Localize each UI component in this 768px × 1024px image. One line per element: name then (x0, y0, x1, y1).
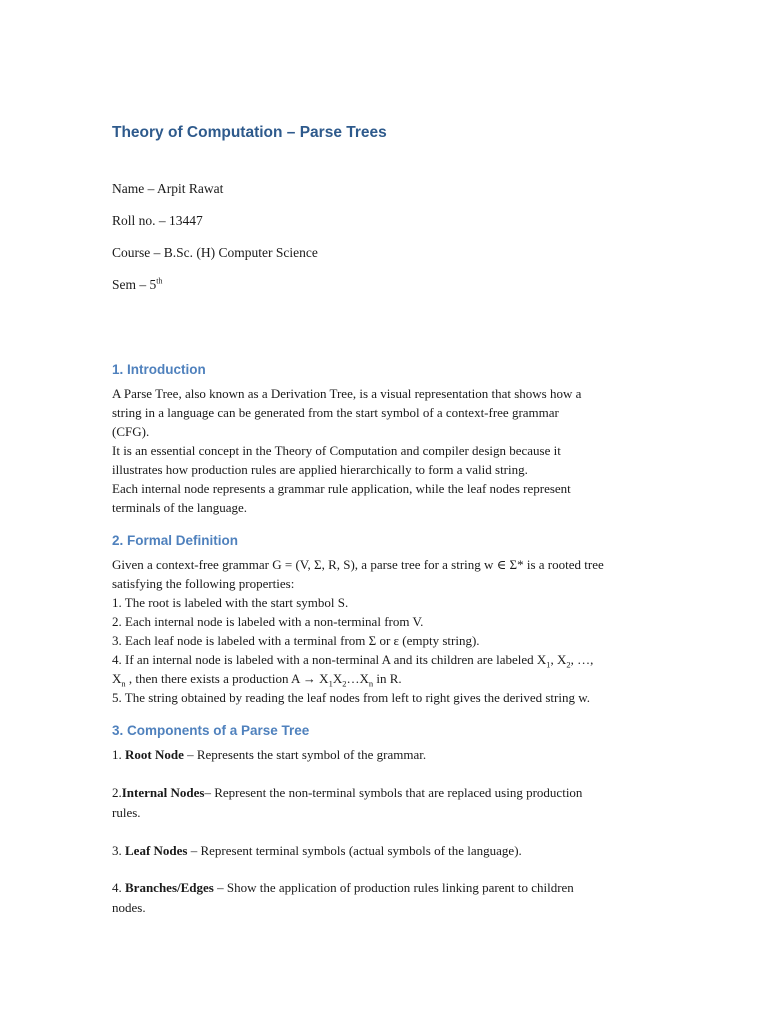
property-item: 2. Each internal node is labeled with a non-terminal from V. (112, 614, 424, 629)
component-description: – Represent the non-terminal symbols that are replaced using production (204, 785, 583, 800)
property-text: …X (346, 671, 369, 686)
document-title: Theory of Computation – Parse Trees (112, 124, 387, 141)
introduction-line: It is an essential concept in the Theory of Computation and compiler design because it (112, 443, 561, 458)
component-line (112, 841, 660, 861)
component-line (112, 878, 660, 898)
component-term: Branches/Edges (125, 880, 214, 895)
section-heading-introduction: 1. Introduction (112, 362, 206, 377)
component-description-continued: nodes. (112, 899, 146, 915)
component-number: 1. (112, 747, 125, 762)
subscript: 1 (546, 659, 551, 670)
component-number: 4. (112, 880, 125, 895)
property-item: 1. The root is labeled with the start symbol S. (112, 595, 349, 610)
component-line (112, 745, 660, 765)
course-name: Course – B.Sc. (H) Computer Science (112, 245, 318, 260)
introduction-body (112, 384, 660, 517)
property-text: X (112, 671, 122, 686)
introduction-line: Each internal node represents a grammar rule application, while the leaf nodes represent (112, 481, 571, 496)
property-text: , …, (570, 652, 594, 667)
component-description: – Show the application of production rules linking parent to children (213, 880, 574, 895)
component-term: Root Node (125, 747, 184, 762)
component-description-continued: rules. (112, 804, 141, 820)
property-item: 5. The string obtained by reading the leaf nodes from left to right gives the derived string w. (112, 690, 590, 705)
component-item-branches-edges (112, 878, 660, 917)
component-number: 3. (112, 843, 125, 858)
component-term: Leaf Nodes (125, 843, 188, 858)
formal-definition-body (112, 555, 660, 707)
property-text: 4. If an internal node is labeled with a non-terminal A and its children are labeled X (112, 652, 547, 667)
semester-text: Sem – 5 (112, 277, 157, 292)
introduction-line: A Parse Tree, also known as a Derivation Tree, is a visual representation that shows how a (112, 386, 582, 401)
semester (112, 277, 163, 293)
introduction-line: illustrates how production rules are applied hierarchically to form a valid string. (112, 462, 528, 477)
component-description: – Represent terminal symbols (actual symbols of the language). (187, 843, 522, 858)
section-heading-components: 3. Components of a Parse Tree (112, 723, 310, 738)
component-number: 2. (112, 785, 122, 800)
component-item-internal-nodes (112, 783, 660, 822)
property-text: in R. (373, 671, 402, 686)
component-line (112, 783, 660, 803)
subscript: n (368, 678, 374, 689)
component-description: – Represents the start symbol of the grammar. (183, 747, 427, 762)
author-name: Name – Arpit Rawat (112, 181, 224, 196)
roll-number: Roll no. – 13447 (112, 213, 203, 228)
property-item (112, 650, 660, 669)
definition-line: Given a context-free grammar G = (V, Σ, R, S), a parse tree for a string w ∈ Σ* is a rooted tree (112, 557, 604, 572)
definition-line: satisfying the following properties: (112, 576, 295, 591)
component-term: Internal Nodes (121, 785, 205, 800)
property-item: 3. Each leaf node is labeled with a terminal from Σ or ε (empty string). (112, 633, 480, 648)
introduction-line: string in a language can be generated from the start symbol of a context-free grammar (112, 405, 559, 420)
semester-suffix: th (156, 276, 163, 286)
subscript: 2 (342, 678, 347, 689)
component-item-leaf-nodes (112, 841, 660, 861)
introduction-line: terminals of the language. (112, 500, 248, 515)
subscript: 1 (328, 678, 333, 689)
property-text: , then there exists a production A → X (125, 671, 329, 686)
subscript: n (121, 678, 126, 689)
property-text: X (332, 671, 343, 686)
component-item-root-node (112, 745, 660, 765)
property-item-continued (112, 669, 660, 688)
section-heading-formal-definition: 2. Formal Definition (112, 533, 239, 548)
subscript: 2 (566, 659, 571, 670)
introduction-line: (CFG). (112, 424, 150, 439)
property-text: , X (550, 652, 567, 667)
